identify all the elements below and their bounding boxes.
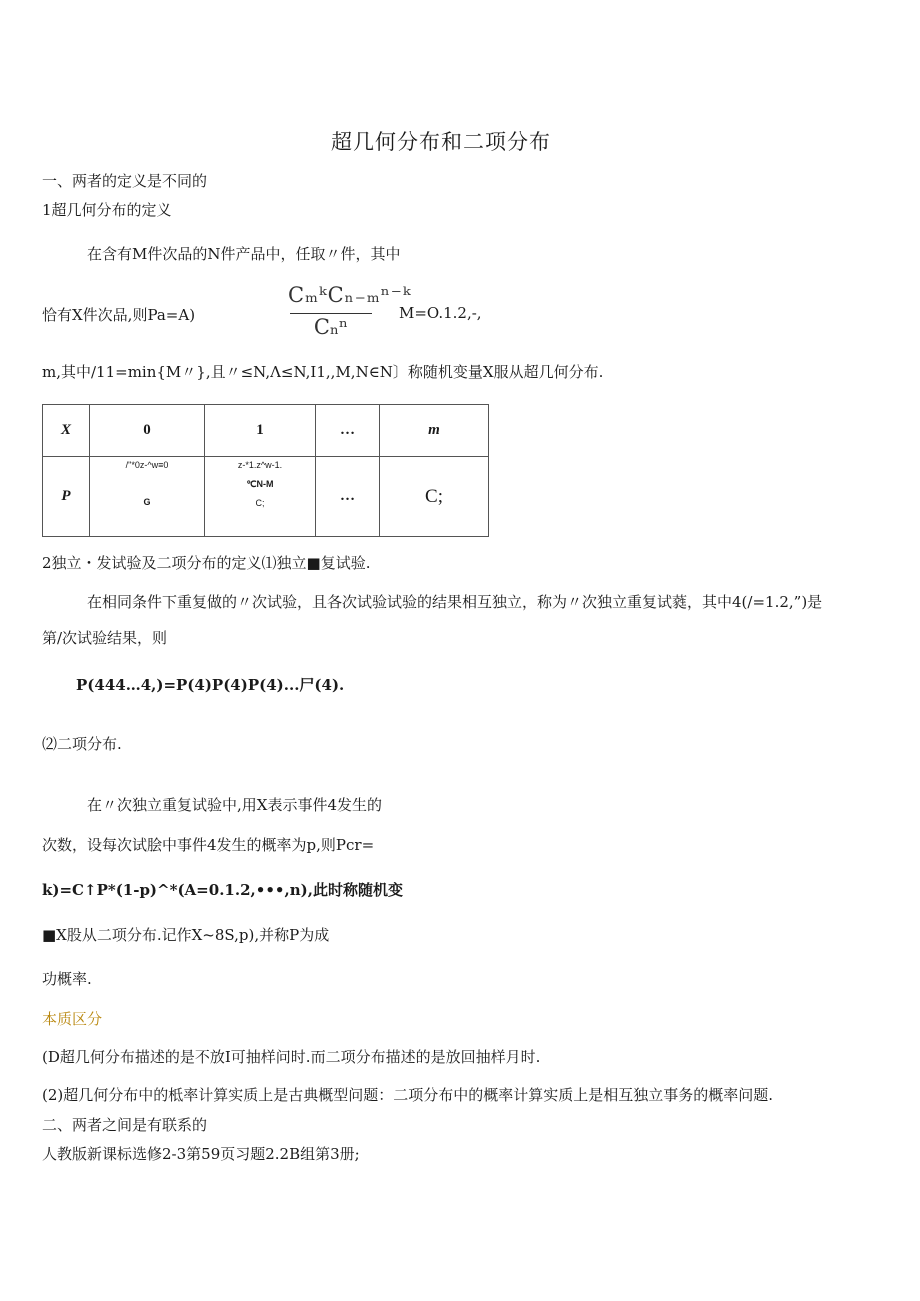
binomial-def-line2: 次数，设每次试脍中事件4发生的概率为p,则Pcr=	[42, 836, 375, 854]
cell-text: /"*0z-^w≡0	[125, 460, 169, 470]
textbook-reference: 人教版新课标选修2-3第59页习题2.2B组第3册;	[42, 1145, 360, 1163]
essence-item-1: (D超几何分布描述的是不放I可抽样问时.而二项分布描述的是放回抽样月时.	[42, 1048, 541, 1066]
table-row	[43, 457, 489, 537]
hypergeometric-def-line3: m,其中∕11=min{M〃},且〃≤N,Λ≤N,I1,,M,N∈N〕称随机变量X服从超几何分布.	[42, 363, 604, 381]
table-cell: 1	[205, 405, 316, 457]
cell-text: G	[143, 497, 151, 507]
essence-item-2: (2)超几何分布中的柢率计算实质上是古典概型问题：二项分布中的概率计算实质上是相互独立事务的概率问题.	[42, 1086, 774, 1104]
distribution-table	[42, 404, 489, 537]
table-cell: …	[316, 405, 380, 457]
cell-text: z-*1.z^w-1.	[237, 460, 283, 470]
table-cell: C;	[380, 457, 489, 537]
subsection3-heading: ⑵二项分布.	[42, 735, 122, 753]
binomial-def-line4: ■X股从二项分布.记作X~8S,p),并称P为成	[42, 926, 330, 944]
fraction-bar	[290, 313, 372, 314]
table-cell: m	[380, 405, 489, 457]
table-cell	[90, 457, 205, 537]
subsection1-heading: 1超几何分布的定义	[42, 201, 172, 219]
independence-formula: P(444…4,)=P(4)P(4)P(4)...尸(4).	[76, 676, 345, 694]
cell-text: ℃N-M	[246, 479, 274, 489]
table-cell: 0	[90, 405, 205, 457]
cell-text: C;	[255, 498, 265, 508]
hypergeometric-def-line1: 在含有M件次品的N件产品中，任取〃件，其中	[87, 245, 401, 263]
formula-denominator: Cₙⁿ	[313, 315, 349, 339]
table-cell	[205, 457, 316, 537]
table-cell: …	[316, 457, 380, 537]
hypergeometric-def-line2-left: 恰有X件次品,则Pa=A)	[42, 306, 196, 324]
hypergeometric-pmf-formula	[288, 283, 412, 345]
hypergeometric-def-line2-right: M=O.1.2,-,	[399, 304, 482, 322]
binomial-def-line5: 功概率.	[42, 970, 92, 988]
section1-heading: 一、两者的定义是不同的	[42, 172, 208, 190]
essence-label: 本质区分	[42, 1011, 103, 1028]
section2-heading: 二、两者之间是有联系的	[42, 1116, 208, 1134]
binomial-def-line1: 在〃次独立重复试验中,用X表示事件4发生的	[87, 796, 382, 814]
table-header-x: X	[43, 405, 90, 457]
independent-trials-line1: 在相同条件下重复做的〃次试验，且各次试验试验的结果相互独立，称为〃次独立重复试蕤，其中4(/=1.2,”)是	[87, 593, 823, 611]
subsection2-heading: 2独立・发试验及二项分布的定义⑴独立■复试验.	[42, 554, 371, 572]
binomial-def-line3: k)=C↑P*(1-p)^*(A=0.1.2,•••,n),此时称随机变	[42, 881, 403, 899]
page-title: 超几何分布和二项分布	[331, 130, 551, 154]
formula-numerator: CₘᵏCₙ₋ₘⁿ⁻ᵏ	[288, 283, 412, 307]
independent-trials-line2: 第/次试验结果，则	[42, 629, 168, 647]
table-row	[43, 405, 489, 457]
table-header-p: P	[43, 457, 90, 537]
